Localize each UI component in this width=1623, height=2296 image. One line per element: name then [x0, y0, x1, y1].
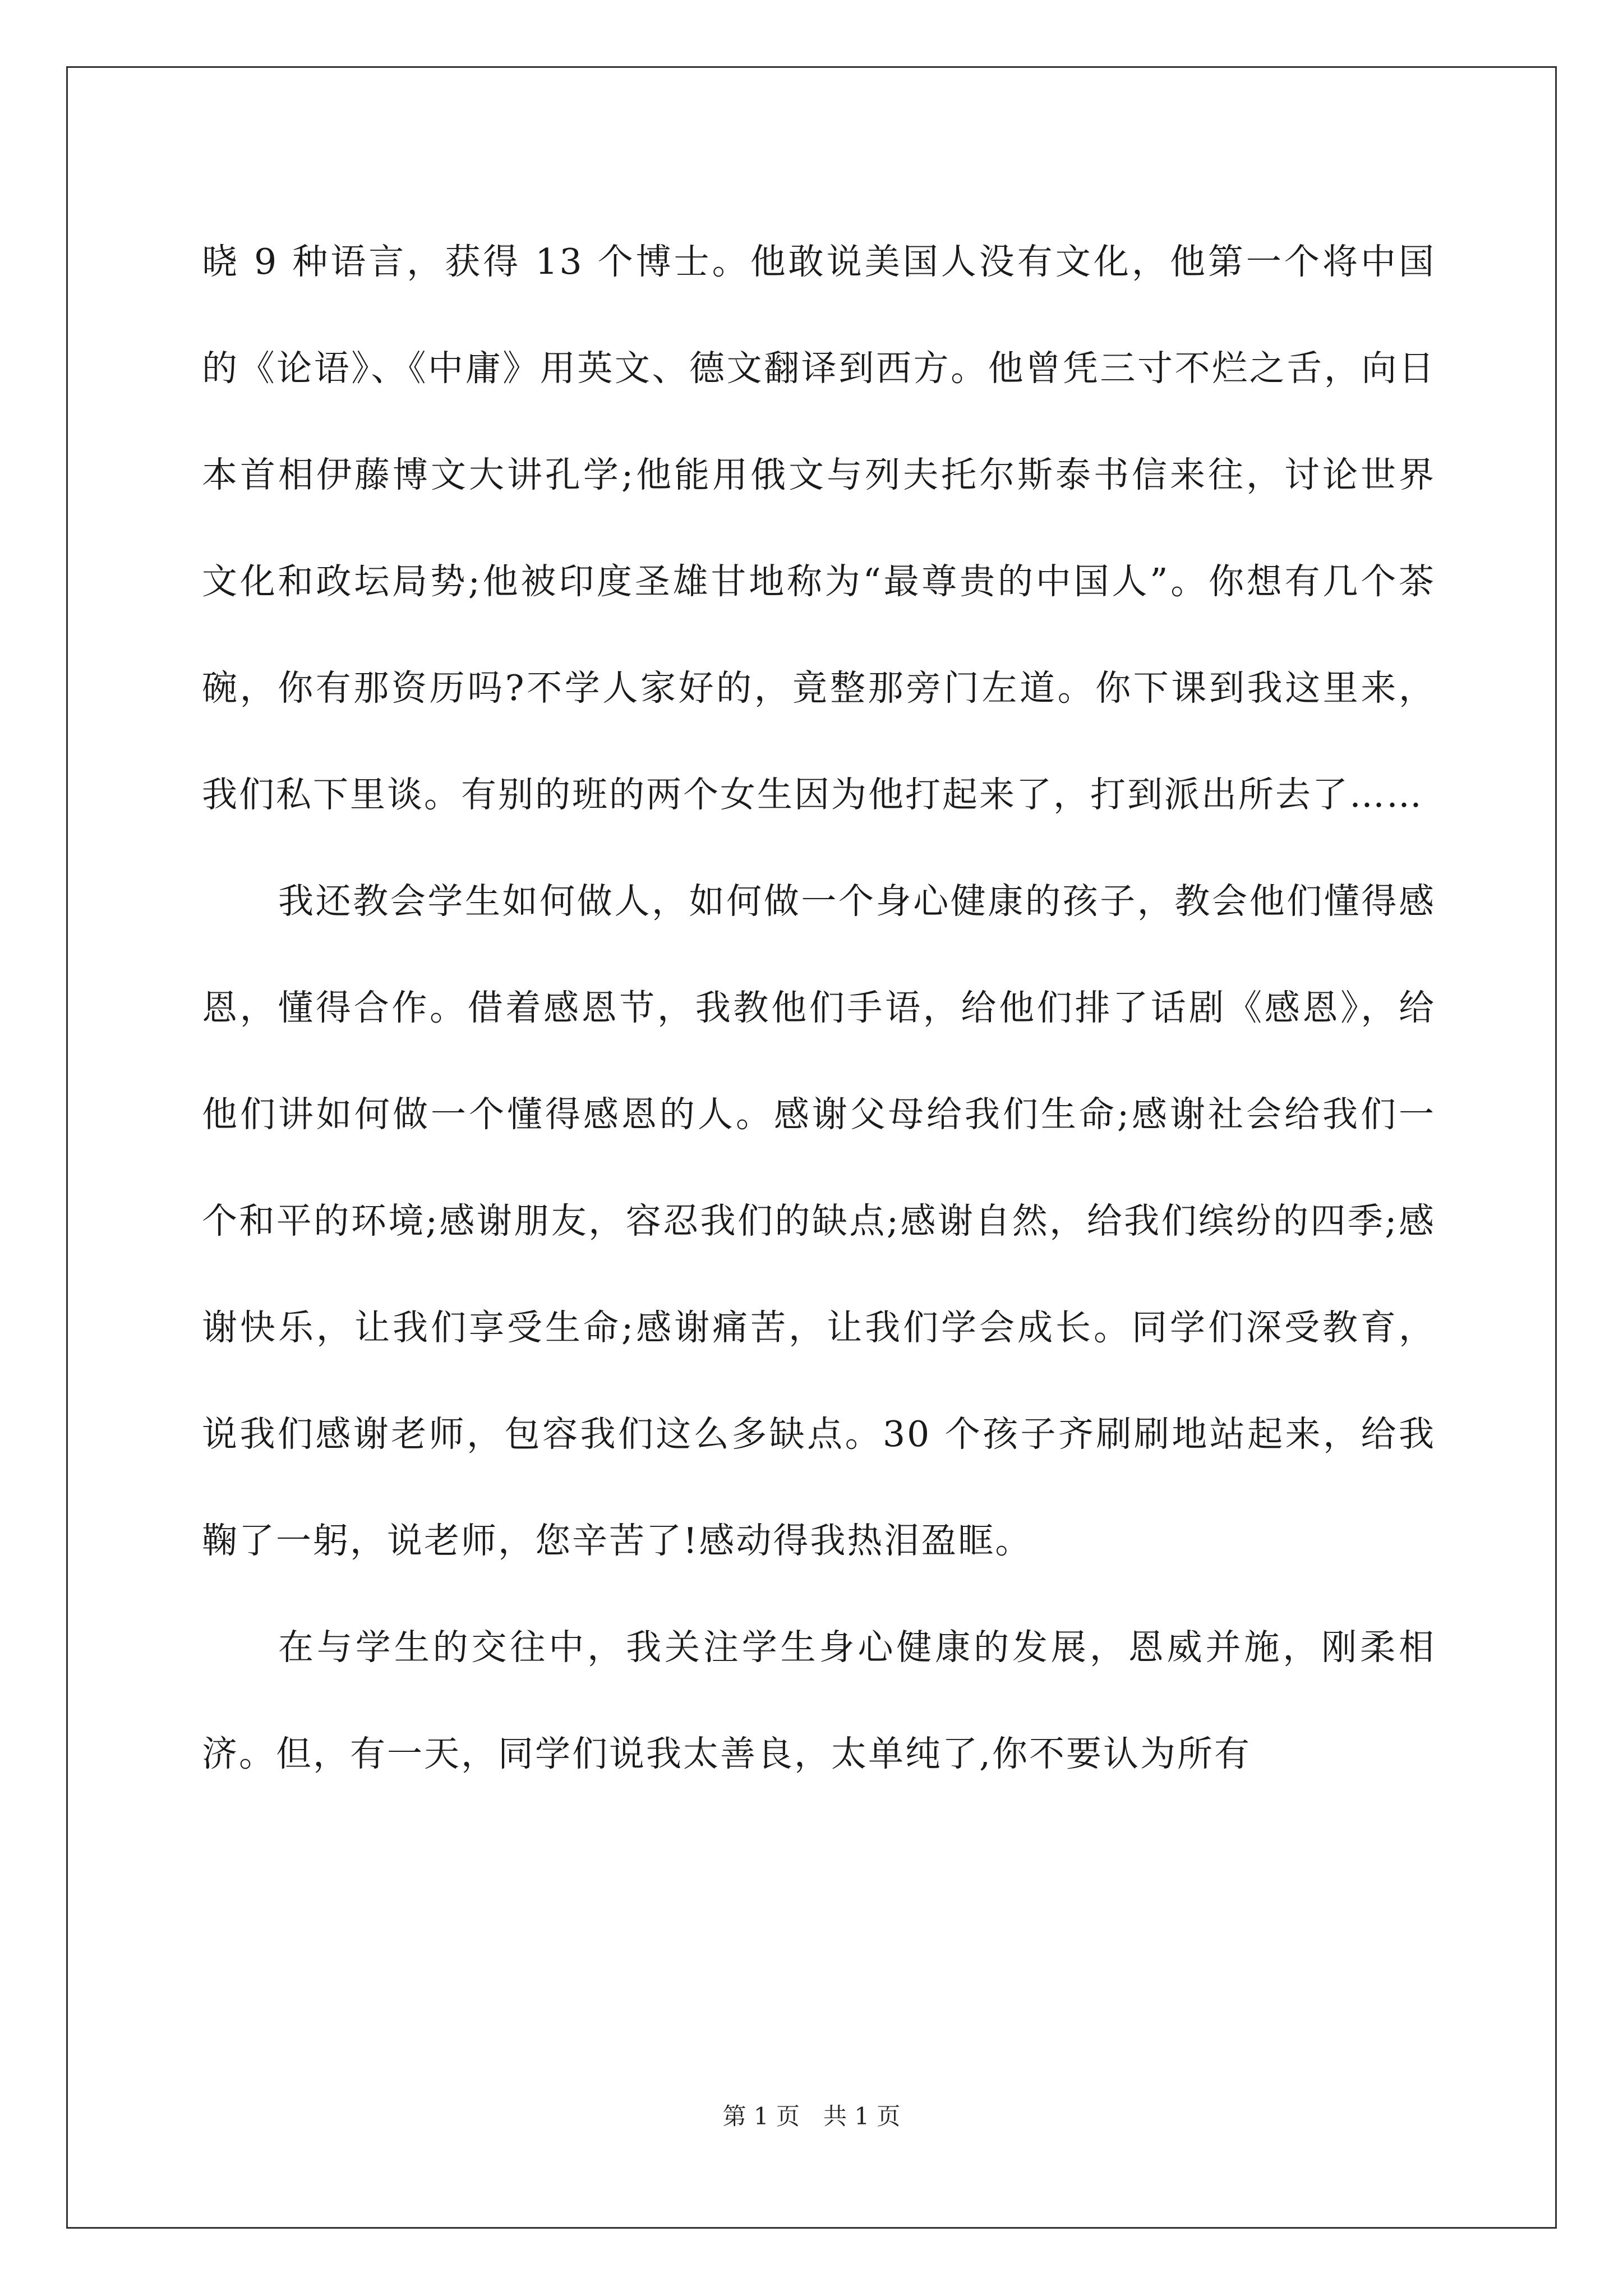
paragraph-2: 我还教会学生如何做人，如何做一个身心健康的孩子，教会他们懂得感恩，懂得合作。借着感恩节，我教他们手语，给他们排了话剧《感恩》，给他们讲如何做一个懂得感恩的人。感谢父母给我们生命;感谢社会给我们一个和平的环境;感谢朋友，容忍我们的缺点;感谢自然，给我们缤纷的四季;感谢快乐，让我们享受生命;感谢痛苦，让我们学会成长。同学们深受教育，说我们感谢老师，包容我们这么多缺点。30 个孩子齐刷刷地站起来，给我鞠了一躬，说老师，您辛苦了!感动得我热泪盈眶。 [202, 881, 1436, 1561]
paragraph-1: 晓 9 种语言，获得 13 个博士。他敢说美国人没有文化，他第一个将中国的《论语》、《中庸》用英文、德文翻译到西方。他曾凭三寸不烂之舌，向日本首相伊藤博文大讲孔学;他能用俄文与列夫托尔斯泰书信来往，讨论世界文化和政坛局势;他被印度圣雄甘地称为“最尊贵的中国人”。你想有几个茶碗，你有那资历吗?不学人家好的，竟整那旁门左道。你下课到我这里来，我们私下里谈。有别的班的两个女生因为他打起来了，打到派出所去了…… [202, 241, 1436, 815]
paragraph-3: 在与学生的交往中，我关注学生身心健康的发展，恩威并施，刚柔相济。但，有一天，同学们说我太善良，太单纯了,你不要认为所有 [202, 1627, 1436, 1774]
page-footer: 第 1 页 共 1 页 [722, 2102, 901, 2130]
document-body [202, 209, 1436, 1807]
